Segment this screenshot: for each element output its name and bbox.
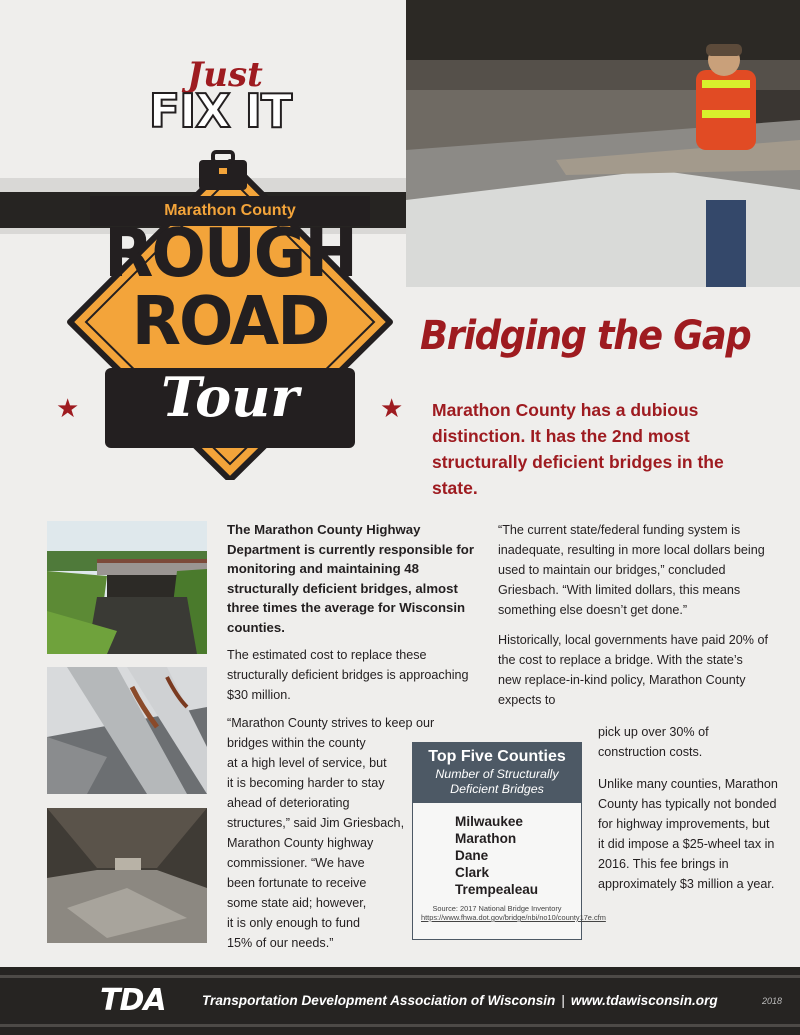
- logo-fix-it: FIX IT: [148, 84, 292, 138]
- quote-line: it is becoming harder to stay: [227, 775, 385, 790]
- article-paragraph: Unlike many counties, Marathon County has typically not bonded for highway improvements, but it did impose a $25-wheel tax in 2016. This fee brings in approximately $3 million a year.: [598, 777, 778, 891]
- top-five-title: Top Five Counties: [428, 748, 566, 765]
- page-title: Bridging the Gap: [420, 313, 751, 359]
- photo-culvert-tunnel: [47, 808, 207, 943]
- footer-stripe: [0, 975, 800, 978]
- footer-stripe: [0, 1024, 800, 1027]
- top-five-source: [413, 898, 606, 922]
- quote-line: structures,” said Jim Griesbach,: [227, 815, 405, 830]
- list-item: Milwaukee: [455, 814, 523, 829]
- footer-org-name: Transportation Development Association of Wisconsin: [202, 993, 556, 1008]
- photo-bridge-over-creek: [47, 521, 207, 654]
- quote-line: at a high level of service, but: [227, 755, 387, 770]
- article-paragraph: pick up over 30% of construction costs.: [598, 725, 709, 759]
- hero-photo-bridge-inspection: [406, 0, 800, 287]
- logo-just: Just: [187, 55, 263, 95]
- top-five-counties-box: [412, 742, 606, 940]
- top-five-list: [413, 803, 581, 898]
- logo-road: ROAD: [131, 283, 329, 361]
- quote-line: ahead of deteriorating: [227, 795, 350, 810]
- quote-line: bridges within the county: [227, 735, 366, 750]
- article-column-2-continued: [598, 722, 778, 902]
- top-five-subtitle: Number of Structurally Deficient Bridges: [435, 767, 559, 796]
- quote-line: been fortunate to receive: [227, 875, 367, 890]
- article-paragraph: Historically, local governments have paid 20% of the cost to replace a bridge. With the state’s new replace-in-kind policy, Marathon County expects to: [498, 633, 768, 707]
- source-link[interactable]: https://www.fhwa.dot.gov/bridge/nbi/no10/county17e.cfm: [421, 913, 606, 922]
- star-icon-right: ★: [380, 393, 404, 423]
- photo-bridge-girders-rust: [47, 667, 207, 794]
- footer-website-link[interactable]: www.tdawisconsin.org: [570, 993, 718, 1008]
- quote-line: Marathon County highway: [227, 835, 374, 850]
- briefcase-icon: [195, 150, 251, 192]
- quote-line: some state aid; however,: [227, 895, 367, 910]
- list-item: Trempealeau: [455, 882, 539, 897]
- quote-line: it is only enough to fund: [227, 915, 361, 930]
- quote-line: 15% of our needs.”: [227, 935, 334, 950]
- footer-year: 2018: [762, 996, 783, 1006]
- article-lead-paragraph: The Marathon County Highway Department is currently responsible for monitoring and maintaining 48 structurally deficient bridges, almost three times the average for Wisconsin counties.: [227, 522, 474, 635]
- quote-line: “Marathon County strives to keep our: [227, 715, 435, 730]
- star-icon-left: ★: [56, 393, 80, 423]
- footer-separator: |: [561, 993, 565, 1008]
- logo-county: Marathon County: [164, 202, 296, 219]
- article-paragraph: The estimated cost to replace these structurally deficient bridges is approaching $30 million.: [227, 647, 469, 702]
- top-five-header: [413, 743, 581, 803]
- lede-paragraph: Marathon County has a dubious distinction. It has the 2nd most structurally deficient bridges in the state.: [432, 400, 724, 498]
- logo-tour: Tour: [161, 365, 299, 429]
- article-column-2: [498, 520, 768, 710]
- list-item: Dane: [455, 848, 489, 863]
- quote-line: commissioner. “We have: [227, 855, 365, 870]
- list-item: Clark: [455, 865, 490, 880]
- list-item: Marathon: [455, 831, 517, 846]
- article-paragraph: “The current state/federal funding system is inadequate, resulting in more local dollars being used to maintain our bridges,” concluded Griesbach. “With limited dollars, this means something else doesn’t get done.”: [498, 523, 765, 617]
- footer-org: [202, 993, 718, 1008]
- tda-logo: TDA: [100, 983, 166, 1018]
- logo-rough: ROUGH: [104, 215, 356, 293]
- source-label: Source: 2017 National Bridge Inventory: [432, 904, 562, 913]
